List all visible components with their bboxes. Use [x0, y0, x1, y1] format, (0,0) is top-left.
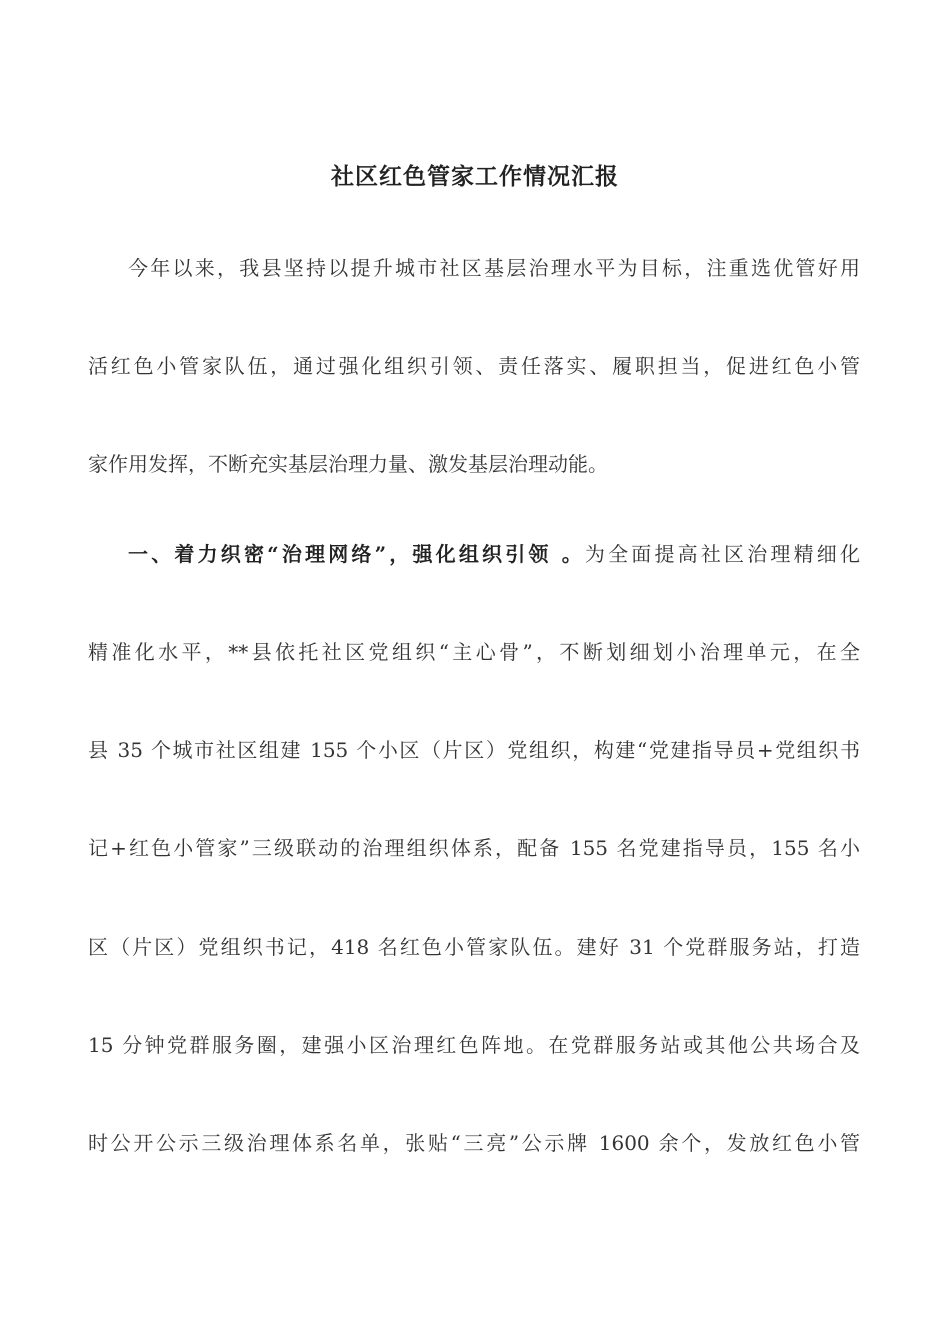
- paragraph-1-line-1: 今年以来，我县坚持以提升城市社区基层治理水平为目标，注重选优管好用: [128, 256, 860, 280]
- paragraph-2-line-4: 记+红色小管家”三级联动的治理组织体系，配备 155 名党建指导员，155 名小: [88, 836, 860, 860]
- paragraph-2-line-7: 时公开公示三级治理体系名单，张贴“三亮”公示牌 1600 余个，发放红色小管: [88, 1131, 860, 1155]
- document-title: 社区红色管家工作情况汇报: [331, 163, 619, 190]
- paragraph-2-line-6: 15 分钟党群服务圈，建强小区治理红色阵地。在党群服务站或其他公共场合及: [88, 1033, 860, 1057]
- paragraph-2-line-5: 区（片区）党组织书记，418 名红色小管家队伍。建好 31 个党群服务站，打造: [88, 935, 860, 959]
- paragraph-2-line-1: [128, 539, 860, 569]
- paragraph-2-line-2: 精准化水平，**县依托社区党组织“主心骨”，不断划细划小治理单元，在全: [88, 640, 860, 664]
- paragraph-2-line-3: 县 35 个城市社区组建 155 个小区（片区）党组织，构建“党建指导员+党组织书: [88, 738, 860, 762]
- section-heading: 一、着力织密“治理网络”，强化组织引领 。: [128, 542, 585, 566]
- paragraph-1-line-2: 活红色小管家队伍，通过强化组织引领、责任落实、履职担当，促进红色小管: [88, 354, 860, 378]
- paragraph-2-line-1-text: 为全面提高社区治理精细化: [584, 542, 860, 566]
- paragraph-1-line-3: 家作用发挥，不断充实基层治理力量、激发基层治理动能。: [88, 452, 608, 476]
